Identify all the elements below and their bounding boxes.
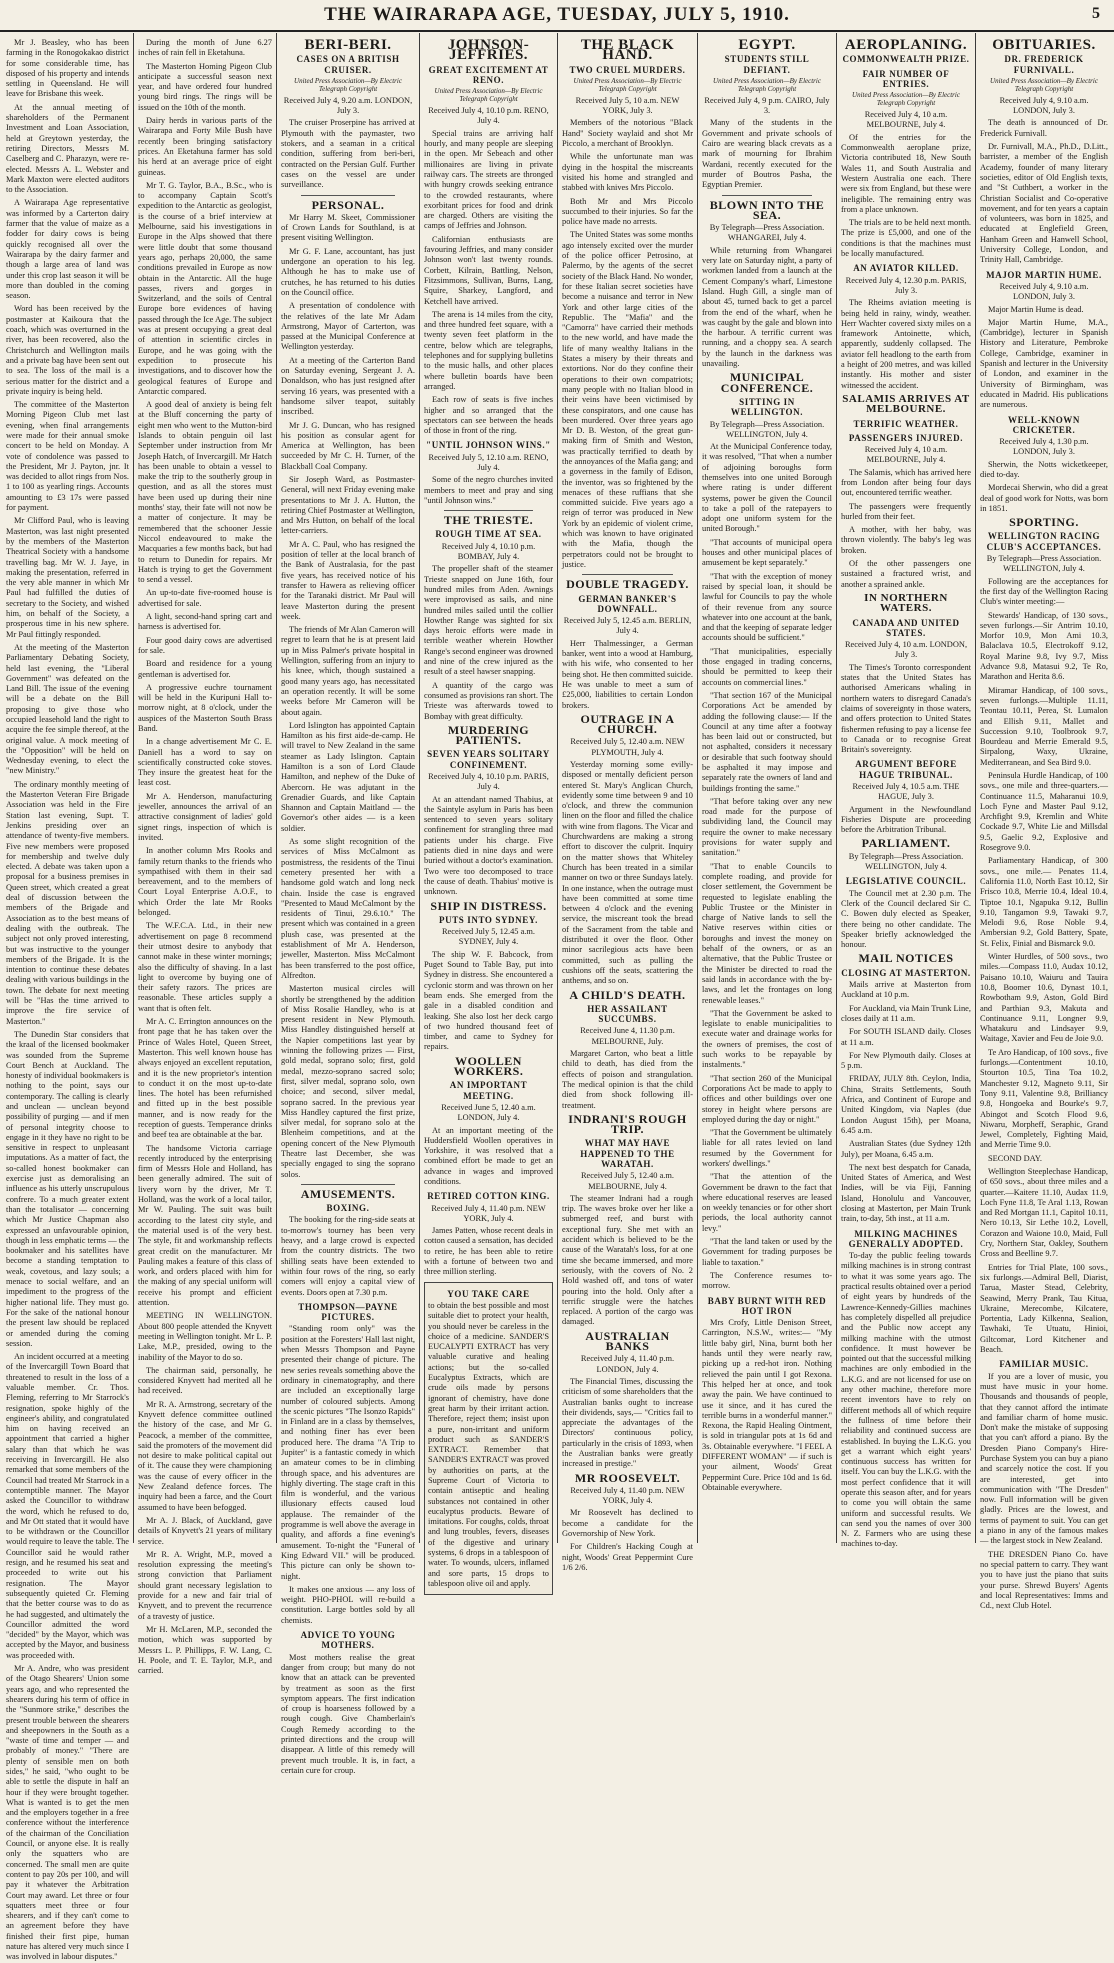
- article-paragraph: "That the Government be ultimately liable for all rates levied on land resumed by the Government for workers' dwellings.": [702, 1128, 832, 1168]
- dateline: Received July 4, 10 a.m. LONDON, July 3.: [844, 640, 968, 660]
- subhead-until: "UNTIL JOHNSON WINS.": [426, 440, 551, 451]
- masthead: [0, 0, 1114, 32]
- article-paragraph: "That the land taken or used by the Government for trading purposes be liable to taxation.": [702, 1237, 832, 1267]
- headline-black-hand: THE BLACK HAND.: [580, 37, 675, 64]
- dateline: Received July 4, 10 a.m. MELBOURNE, July 4.: [864, 110, 948, 130]
- wire-credit: United Press Association—By Electric Telegraph Copyright: [294, 76, 402, 93]
- article-paragraph: Major Martin Hume is dead.: [988, 304, 1084, 314]
- wire-credit: United Press Association—By Electric Telegraph Copyright: [852, 91, 960, 108]
- dateline: Received July 4, 11.40 p.m. LONDON, July 4.: [580, 1354, 675, 1374]
- dateline: By Telegraph—Press Association. WELLINGTON, July 4.: [709, 419, 825, 439]
- article-paragraph: Peninsula Hurdle Handicap, of 100 sovs., one mile and three-quarters.— Continuance 11.5, Maharanui 10.9, Loch Fyne and Master Paul 9.12, Archfight 9.9, Kremlin and White Cockade 9.7, White Lie and Millsdal 9.5, Gaelic 9.2, Explosive and Rosegrove 9.0.: [980, 771, 1108, 853]
- article-paragraph: The committee of the Masterton Morning Pigeon Club met last evening, when final arrangements were made for their annual smoke concert to be held on Monday. A vote of condolence was passed to the President, Mr J. Payton, jnr. It was decided to allot rings from Nos. 1 to 100 as yearling rings. Accounts amounting to £3 17s were passed for payment.: [6, 400, 129, 513]
- headline-murdering: MURDERING PATIENTS.: [447, 722, 530, 748]
- column-5: [562, 37, 693, 1572]
- advert-heading: YOU TAKE CARE: [447, 1288, 530, 1299]
- subhead: TERRIFIC WEATHER.: [853, 418, 959, 429]
- headline-ship-distress: SHIP IN DISTRESS.: [430, 898, 547, 913]
- article-paragraph: At the annual meeting of shareholders of the Permanent Investment and Loan Association, held at Greytown yesterday, the retiring Directors, Messrs M. Caselberg and C. Pharazyn, were re-elected. Messrs A. L. Webster and Mark Maxton were elected auditors to the Association.: [6, 102, 129, 195]
- salamis-story: [841, 468, 971, 590]
- subhead-reno: GREAT EXCITEMENT AT RENO.: [428, 64, 549, 85]
- headline-salamis: SALAMIS ARRIVES AT MELBOURNE.: [842, 392, 970, 416]
- article-paragraph: Mails arrive at Masterton from Auckland at 10 p.m.: [841, 980, 971, 1000]
- article-paragraph: Winter Hurdles, of 500 sovs., two miles.—Compass 11.0, Audax 10.12, Paisano 10.10, Waiuru and Tauira 10.8, Boomer 10.6, Dynast 10.1, Rowbotham 9.9, Aston, Gold Bird and Parthian 9.3, Makuta and Continuance 9.11, Longner 9.9, Whatakuru and Lindsayer 9.9, Waitage, Xavier and Feu de Joie 9.0.: [980, 952, 1108, 1044]
- dateline: Received July 4, 9.10 a.m. LONDON, July 3.: [999, 281, 1089, 302]
- column-3: [281, 37, 415, 1775]
- subhead: AN IMPORTANT MEETING.: [449, 1080, 528, 1101]
- article-paragraph: Mr A. C. Errington announces on the front page that he has taken over the Prince of Wales Hotel, Queen Street, Masterton. This well known house has always enjoyed an excellent reputation, and it is the new proprietor's intention to conduct it on the most up-to-date lines. The hotel has been refurnished and fitted up in the best possible manner, and is now ready for the reception of guests. Temperance drinks and beef tea are obtainable at the bar.: [138, 1017, 272, 1140]
- column-rule: [697, 33, 698, 1543]
- article-paragraph: Wellington Steeplechase Handicap, of 650 sovs., about three miles and a quarter.—Kaitere 11.10, Audax 11.9, Loch Fyne 11.8, Te Aral 1.13, Rowan and Red Mortgan 11.1, Capitol 10.11, Nero 10.13, Sir Lethe 10.2, Lovell, Corazon and Waione 10.0, Maid, Full Cry, Northern Star, Oakley, Southern Cross and Beelline 9.7.: [980, 1166, 1108, 1259]
- subhead-cricketer: WELL-KNOWN CRICKETER.: [1007, 414, 1080, 435]
- article-paragraph: "That to enable Councils to complete roading, and provide for closer settlement, the Government be requested to legislate enabling the Public Trustee or the Minister in charge of Native lands to sell the Native reserves within cities or boroughs and invest the money on behalf of the owners, or as an alternative, that the Public Trustee or the Minister be directed to road the said lands in accordance with the by-laws, and let the frontages on long renewable leases.": [702, 861, 832, 1005]
- subhead: FAIR NUMBER OF ENTRIES.: [862, 68, 950, 89]
- article-paragraph: Of the entries for the Commonwealth aeroplane prize, Victoria contributed 18, New South Wales 11, and South Australia and Western Australia one each. There were six from England, but these were ineligible. The remaining entry was from a place unknown.: [841, 132, 971, 214]
- article-paragraph: Sir Joseph Ward, as Postmaster-General, will next Friday evening make presentations to Mr J. A. Hutton, the retiring Chief Postmaster at Wellington, and Mrs Hutton, on behalf of the local letter-carriers.: [281, 474, 415, 536]
- column-7: [841, 37, 971, 1549]
- article-paragraph: Mr A. C. Paul, who has resigned the position of teller at the local branch of the Bank of Australasia, for the past five years, has received notice of his transfer to Hawera as relieving officer for the Taranaki district. Mr Paul will leave Masterton during the present week.: [281, 539, 415, 621]
- article-paragraph: Mr T. G. Taylor, B.A., B.Sc., who is to accompany Captain Scott's expedition to the Antarctic as geologist, is the course of a brief interview at Melbourne, said his investigations in Europe in the Alps showed that there were little doubt that some thousand years ago, perhaps 20,000, the same conditions prevailed in Europe as now obtain in the Antarctic. All the huge passes, rivers and gorges in Switzerland, and the soils of Central Europe bore evidences of having passed through the Ice Age. The subject was at present occupying a great deal of attention in scientific circles in Europe, and he was going with the expedition to prosecute his investigations, and to discover how the geological features of Europe and Antarctic compared.: [138, 180, 272, 396]
- advert-text: Mrs Crofy, Little Denison Street, Carrington, N.S.W., writes:— "My little baby girl, Nina, burnt both her hands until they were nearly raw, picking up a red-hot iron. Nothing relieved the pain until I got Rexona. This helped her at once, and took away the pain. We have continued to use it since, and it has cured the terrible burns in a wonderful manner." Rexona, the Rapid Healing Ointment, is sold in triangular pots at 1s 6d and 3s. Obtainable everywhere. "I FEEL A DIFFERENT WOMAN" — if such is your ailment, Woods' Great Peppermint Cure. Price 10d and 1s 6d. Obtainable everywhere.: [702, 1318, 832, 1492]
- article-paragraph: Of the other passengers one sustained a fractured wrist, and another a sprained ankle.: [841, 559, 971, 589]
- article-paragraph: Lord Islington has appointed Captain Hamilton as his first aide-de-camp. He will travel to New Zealand in the same steamer as Lady Islington. Captain Hamilton is a son of Lord Claude Hamilton, and nephew of the Duke of Abercorn. He was adjutant in the Grenadier Guards, and like Captain Shannon and Captain Maitland — the Governor's other aides — is a keen soldier.: [281, 720, 415, 833]
- article-paragraph: Dr. Furnivall, M.A., Ph.D., D.Litt., barrister, a member of the English Academy, founder of many literary societies, editor of Old English texts, and "St Cuthbert, a worker in the Christian Socialist and Co-operative movement, and for ten years a captain of volunteers, was born in 1825, and educated at Englefield Green, Hanham Green and Hanwell School, University College, London, and Trinity Hall, Cambridge.: [980, 142, 1108, 265]
- article-paragraph: "That with the exception of money raised by special loan, it should be lawful for Councils to pay the whole of their revenue from any source whatever into one account at the bank, and that the keeping of separate ledger accounts should be sufficient.": [702, 571, 832, 643]
- article-paragraph: The friends of Mr Alan Cameron will regret to learn that he is at present laid up in Miss Palmer's private hospital in Wellington, suffering from an injury to his knee, which, though sustained a good many years ago, has necessitated an operation recently. It will be some weeks before Mr Cameron will be about again.: [281, 625, 415, 717]
- divider: [582, 574, 673, 575]
- article-paragraph: Margaret Carton, who beat a little child to death, has died from the effects of poison and strangulation. The medical opinion is that the child died from shock following ill-treatment.: [562, 1049, 693, 1110]
- subhead: PASSENGERS INJURED.: [848, 432, 964, 443]
- article-paragraph: MEETING IN WELLINGTON. About 800 people attended the Knyvett meeting in Wellington tonight. Mr L. P. Lake, M.P., presided, owing to the inability of the Mayor to do so.: [138, 1311, 272, 1362]
- article-paragraph: Entries for Trial Plate, 100 sovs., six furlongs.—Admiral Bell, Diarist, Tarua, Master Stead, Celebrity, Seawind, Merry Prank, Tau Kitua, Ukraine, Merecombe, Kilcatere, Portentia, Lady Kilkenna, Sealion, Tawhaki, Te Utuatu, Hinioi, Giltcomar, Lord Kitchener and Beach.: [980, 1262, 1108, 1355]
- subhead: WELLINGTON RACING CLUB'S ACCEPTANCES.: [986, 531, 1102, 552]
- article-paragraph: The handsome Victoria carriage recently introduced by the enterprising firm of Messrs Hole and Holland, has been generally admired. The suit of livery worn by the driver, Mr T. Holland, was the work of a local tailor, Mr W. Pauling. The suit was built according to the latest city style, and the material used is of the very best. The style, fit and workmanship reflects great credit on the manufacturer. Mr Pauling makes a feature of this class of work, and orders placed with him for the making of any special uniform will receive his prompt and efficient attention.: [138, 1143, 272, 1308]
- article-paragraph: In a change advertisement Mr C. E. Daniell has a word to say on scientifically constructed coke stoves. They insure the greatest heat for the least cost.: [138, 737, 272, 788]
- article-paragraph: The Masterton Homing Pigeon Club anticipate a successful season next year, and have ordered four hundred young bird rings. The rings will be issued on the 10th of the month.: [138, 61, 272, 112]
- article-paragraph: At an attendant named Thabius, at the Saintyle asylum in Paris has been sentenced to seven years solitary confinement for strangling three mad patients under his charge. Five patients died in nine days and were buried without a doctor's examination. Two were too decomposed to trace the cause of death. Thabius' motive is unknown.: [424, 794, 553, 897]
- article-paragraph: The ship W. F. Babcock, from Puget Sound to Table Bay, put into Sydney in distress. She encountered a cyclonic storm and was thrown on her beam ends. She emerged from the gale in a disabled condition and leaking. She also lost her deck cargo of two hundred thousand feet of timber, and came to Sydney for repairs.: [424, 949, 553, 1052]
- subhead-hume: MAJOR MARTIN HUME.: [986, 269, 1102, 280]
- article-paragraph: An incident occurred at a meeting of the Invercargill Town Board that threatened to result in the loss of a valuable member. Cr. Thos. Fleming, referring to Mr Starrock's resignation, spoke highly of the engineer's ability, and congratulated him on having received an appointment that carried a higher salary than that which he was receiving in Invercargill. He also remarked that some members of the Council had treated Mr Starrock in a contemptible manner. The Mayor asked the Councillor to withdraw the word, which he refused to do, and Mr Ott stated that it would have to be withdrawn or the Councillor would require to leave the table. The Councillor said he would rather resign, and he resumed his seat and proceeded to write out his resignation. The Mayor subsequently quieted Cr. Fleming that the better course was to do as he had suggested, and ultimately the Councillor admitted the word "decided" by the Mayor, which was accepted by the Mayor, and business was proceeded with.: [6, 1352, 129, 1660]
- article-paragraph: Mr H. McLaren, M.P., seconded the motion, which was supported by Messrs L. P. Phillipps, F. W. Lang, C. H. Poole, and T. E. Taylor, M.P., and carried.: [138, 1624, 272, 1676]
- dateline: Received July 4, 10.10 p.m. RENO, July 4.: [428, 106, 549, 126]
- article-paragraph: Mr A. J. Black, of Auckland, gave details of Knyvett's 21 years of military service.: [138, 1515, 272, 1546]
- advert-heading: FAMILIAR MUSIC.: [999, 1359, 1089, 1370]
- article-paragraph: A presentation of condolence with the relatives of the late Mr Adam Armstrong, Mayor of Carterton, was passed at the Municipal Conference at Wellington yesterday.: [281, 301, 415, 352]
- article-paragraph: The Rheims aviation meeting is being held in rainy, windy, weather. Herr Wachter covered sixty miles on a framework Antoinette, which, apparently, suddenly collapsed. The aviator fell headlong to the earth from a height of 200 metres, and was killed instantly. His mother and sister witnessed the accident.: [841, 298, 971, 390]
- dateline: Received June 5, 12.40 a.m. LONDON, July 4.: [441, 1102, 536, 1123]
- article-paragraph: While the unfortunate man was dying in the hospital the miscreants visited his home and strangled and stabbed with knives Mrs Piccolo.: [562, 152, 693, 193]
- article-paragraph: For Auckland, via Main Trunk Line, closes daily at 11 a.m.: [841, 1003, 971, 1023]
- article-paragraph: Mr A. Andre, who was president of the Otago Shearers' Union some years ago, and who represented the shearers during his term of office in the "Sunmore strike," describes the present trouble between the shearers and sheepowners in the South as a "waste of time and temper — and probably of money." "There are plenty of sensible men on both sides," he said, "who ought to be able to settle the dispute in half an hour if they were brought together. What is wanted is to get the men and the employers together in a free conference without the interference of the chairman of the Conciliation Council, or anyone else. It is really only the squatters who are concerned. The small men are quite content to pay 20s per 100, and will pay it whatever the Arbitration Court may award. Let three or four squatters meet three or four shearers, and if they can't come to an agreement before they have finished their first pipe, human nature has altered very much since I was involved in labour disputes.": [6, 1664, 129, 1962]
- advert-text: If you are a lover of music, you must have music in your home. Thousands and thousands of people, that they cannot afford the intimate and familiar charm of home music. Don't make the mistake of supposing that you can't afford a piano. By the Dresden Piano Company's Hire-Purchase System you can buy a piano and scarcely notice the cost. If you are interested, get into communication with "The Dresden" now. Full information will be given gladly. Prices are the lowest, and terms of payment to suit. You can get a piano in any of the famous makes — the largest stock in New Zealand.: [980, 1371, 1108, 1546]
- article-paragraph: Four good dairy cows are advertised for sale.: [138, 635, 272, 655]
- headline-roosevelt: MR ROOSEVELT.: [574, 1470, 681, 1485]
- article-paragraph: The Dunedin Star considers that the kraal of the licensed bookmaker was sounded from the Supreme Court Bench at Auckland. The honesty of individual bookmakers is nothing to the point, says our contemporary. The calling is clearly and unclean — unclean beyond possibility of purging — and if men of personal integrity choose to engage in it they have no right to be sensitive in respect to unpleasant imputations. As a matter of fact, the so-called honest bookmaker can exercise just as demoralising an influence as his utterly unscrupulous confrere. To a much greater extent than the totalisator — concerning which Mr Justice Chapman also expressed an unfavourable opinion, though in less emphatic terms — the bookmaker and his satellites have become a standing temptation to weak, covetous, and lazy souls; a menace to social welfare, and an impediment to the progress of the higher national life. They must go. For the sake of the national honour the present law should be replaced or amended during the coming session.: [6, 1029, 129, 1348]
- article-paragraph: Major Martin Hume, M.A., (Cambridge), lecturer in Spanish History and Literature, Pembroke College, Cambridge, examiner in Spanish and lecturer in the University of London, and examiner in the University of Birmingham, was educated in Madrid. His publications are numerous.: [980, 317, 1108, 410]
- subhead: SITTING IN WELLINGTON.: [730, 396, 804, 418]
- article-paragraph: "Standing room only" was the position at the Foresters' Hall last night, when Messrs Thompson and Payne presented their change of picture. The new series reveals something above the ordinary in cinematography, and there are included an exceptionally large number of coloured subjects. Among the scenic pictures "The Isonzo Rapids" in Finland are in a class by themselves, and nothing finer has ever been produced here. The drama "A Trip to Jupiter" is a fantastic comedy in which an amateur comes to be in climbing through space, and his adventures are highly diverting. The stage craft in this film is wonderful, and the various illusionary effects caused loud applause. The remainder of the programme is well above the average in quality, and affords a fine evening's amusement. To-night the "Funeral of King Edward VII." will be produced. This picture can only be shown to-night.: [281, 1324, 415, 1581]
- divider: [301, 195, 395, 196]
- headline-obituaries: OBITUARIES.: [992, 37, 1096, 53]
- article-paragraph: Stewards' Handicap, of 130 sovs., seven furlongs.—Sir Antrim 10.10, Morfor 10.9, Mon Ami 10.3, Balaclava 10.5, Electrokoff 9.12, Royal Marine 9.8, Ivy 9.7, Miss Advance 9.8, Matasui 9.2, Te Ro, Marathon and Herita 8.6.: [980, 610, 1108, 682]
- article-paragraph: FRIDAY, JULY 8th. Ceylon, India, China, Straits Settlements, South Africa, and Continent of Europe and United Kingdom, via Naples (due London August 15th), per Moana, 6.45 a.m.: [841, 1074, 971, 1135]
- dateline: By Telegraph—Press Association. WHANGAREI, July 4.: [709, 223, 825, 243]
- article-paragraph: It makes one anxious — any loss of weight. PHO-PHOL will re-build a constitution. Large bottles sold by all chemists.: [281, 1584, 415, 1625]
- article-paragraph: Some of the negro churches invited members to meet and pray and sing "until Johnson wins.": [424, 475, 553, 505]
- article-paragraph: The W.F.C.A. Ltd., in their new advertisement on page 8 recommend their utmost desire to anybody that cannot make in these winter mornings; also the difficulty of shaving. In a last light to overcome by buying one of their safety razors. The prices are reasonable. These articles supply a want that is often felt.: [138, 921, 272, 1013]
- article-paragraph: A quantity of the cargo was consumed as provisions ran short. The Trieste was afterwards towed to Bombay with great difficulty.: [424, 680, 553, 721]
- article-paragraph: Following are the acceptances for the first day of the Wellington Racing Club's winter meeting:—: [980, 576, 1108, 607]
- subhead: STUDENTS STILL DEFIANT.: [724, 54, 810, 75]
- dateline: Received July 4, 10.10 p.m. BOMBAY, July 4.: [441, 541, 536, 562]
- column-1-body: [6, 38, 129, 1963]
- article-paragraph: As some slight recognition of the services of Miss McCalmont as postmistress, the residents of the Tinui cemetery presented her with a handsome gold watch and long neck chain. Inside the case is engraved "Presented to Maud McCalmont by the residents of Tinui, 29.6.10." The present which was contained in a green plush case, was presented at the establishment of Mr A. Henderson, jeweller, Masterton. Miss McCalmont has been transferred to the post office, Alfredton.: [281, 837, 415, 980]
- article-paragraph: Masterton musical circles will shortly be strengthened by the addition of Miss Rosalie Handley, who is at present resident in New Plymouth. Miss Handley distinguished herself at the Napier competitions last year by winning the following prizes — First, gold medal, soprano solo; first, gold medal, mezzo-soprano sacred solo; first, silver medal, soprano solo, own choice; and second, silver medal, soprano sacred. In the previous year Miss Handley captured the first prize, silver medal, for soprano solo at the Blenheim competitions, and at the opening concert of the New Plymouth Theatre last December, she was specially engaged to sing the soprano solos.: [281, 984, 415, 1179]
- article-paragraph: Te Aro Handicap, of 100 sovs., five furlongs.—Contentment 10.10, Stourton 10.5, Tina Toa 10.2, Manchester 9.12, Magneto 9.11, Sir Tony 9.11, Valentine 9.8, Brilliancy 9.8, Hongoeka and Bourke's 9.7, Abingot and Scotch Flood 9.6, Niwaru, Morpheff, Seraphic, Grand Jewel, Completely, Fighting Maid, and Merrie Time 9.0.: [980, 1047, 1108, 1150]
- dateline: By Telegraph—Press Association. WELLINGTON, July 4.: [848, 851, 964, 872]
- article-paragraph: Mr R. A. Armstrong, secretary of the Knyvett defence committee outlined the history of the case, and Mr G. Peacock, a member of the committee, said the promoters of the movement did not desire to make political capital out of it. The cause they were championing was the cause of every officer in the New Zealand defence forces. The inquiry had been a farce, and the Court assumed to have been befogged.: [138, 1399, 272, 1512]
- article-paragraph: Both Mr and Mrs Piccolo succumbed to their injuries. So far the police have made no arrests.: [562, 196, 693, 227]
- wire-credit: United Press Association—By Electric Telegraph Copyright: [573, 76, 682, 93]
- advert-heading: BABY BURNT WITH RED HOT IRON: [707, 1295, 827, 1316]
- dateline: Received July 4, 10.10 p.m. PARIS, July 4.: [428, 772, 549, 792]
- headline-childs-death: A CHILD'S DEATH.: [569, 987, 686, 1002]
- dateline: Received June 4, 11.30 p.m. MELBOURNE, July.: [580, 1026, 675, 1046]
- article-paragraph: An up-to-date five-roomed house is advertised for sale.: [138, 588, 272, 608]
- article-paragraph: The Council met at 2.30 p.m. The Clerk of the Council declared Sir C. C. Bowen duly elected as Speaker, there being no other candidate. The Speaker briefly acknowledged the honour.: [841, 888, 971, 950]
- dateline: Received July 5, 12.40 a.m. MELBOURNE, July 4.: [580, 1171, 675, 1191]
- article-paragraph: Members of the notorious "Black Hand" Society waylaid and shot Mr Piccolo, a merchant of Brooklyn.: [562, 118, 693, 149]
- headline-double-tragedy: DOUBLE TRAGEDY.: [566, 577, 689, 592]
- article-paragraph: While returning from Whangarei very late on Saturday night, a party of workmen landed from a launch at the Cement Company's wharf, Limestone Island. Hugh Gill, a single man of about 45, turned back to get a parcel from the end of the wharf, when he was caught by the gale and blown into the harbour. A terrific current was running, and a choppy sea. A search by the launch in the darkness was unavailing.: [702, 245, 832, 369]
- article-paragraph: Board and residence for a young gentleman is advertised for.: [138, 659, 272, 679]
- article-paragraph: At an important meeting of the Huddersfield Woollen operatives in Yorkshire, it was resolved that a combined effort be made to get an advance in wages and improved conditions.: [424, 1125, 553, 1186]
- article-paragraph: The arena is 14 miles from the city, and three hundred feet square, with a twenty seven feet platform in the centre, below which are telegraphs, telephones and for supplying bulletins to the music halls, and other places where bulletin boards have been arranged.: [424, 309, 553, 391]
- dateline: Received July 4, 9.10 a.m. LONDON, July 3.: [999, 95, 1089, 116]
- subhead: HER ASSAILANT SUCCUMBS.: [587, 1003, 668, 1025]
- subhead: SEVEN YEARS SOLITARY CONFINEMENT.: [427, 749, 550, 770]
- mail-notices: [841, 980, 971, 1225]
- advert-heading: MILKING MACHINES GENERALLY ADOPTED.: [848, 1228, 964, 1249]
- article-paragraph: SECOND DAY.: [988, 1153, 1042, 1163]
- dateline: Received July 5, 10 a.m. NEW YORK, July 3.: [575, 95, 680, 116]
- article-paragraph: "That the Government be asked to legislate to enable municipalities to execute water and drainage works for the owners of premises, the cost of such works to be repayable by instalments.": [702, 1008, 832, 1070]
- subhead: ROUGH TIME AT SEA.: [435, 529, 542, 540]
- article-paragraph: Each row of seats is five inches higher and so arranged that the spectators can see between the heads of those in front of the ring.: [424, 395, 553, 436]
- article-paragraph: The chairman said, personally, he considered Knyvett had merited all he had received.: [138, 1365, 272, 1396]
- headline-personal: PERSONAL.: [311, 197, 385, 212]
- municipal-story: [702, 442, 832, 1291]
- article-paragraph: Mr A. Henderson, manufacturing jeweller, announces the arrival of an attractive consignment of ladies' gold signet rings, inspection of which is invited.: [138, 791, 272, 842]
- article-paragraph: The booking for the ring-side seats at to-morrow's tourney has been very heavy, and a large crowd is expected from the country districts. The two shilling seats have been extended to within four rows of the ring, so early comers will enjoy a capital view of events. Doors open at 7.30 p.m.: [281, 1215, 415, 1297]
- article-paragraph: Mr J. Beasley, who has been farming in the Ronogokakao district for some considerable time, has disposed of his property and intends settling in Queensland. He will leave for Brisbane this week.: [6, 38, 129, 99]
- article-paragraph: James Patten, whose recent deals in cotton caused a sensation, has decided to retire, he has been able to retire with a fortune of between two and three million sterling.: [424, 1226, 553, 1277]
- article-paragraph: Sherwin, the Notts wicketkeeper, died to-day.: [980, 459, 1108, 479]
- dateline: Received July 4, 11.40 p.m. NEW YORK, July 4.: [431, 1203, 546, 1223]
- subhead: COMMONWEALTH PRIZE.: [842, 54, 970, 65]
- advert-text: To-day the public feeling towards milking machines is in strong contrast to what it was some years ago. The practical results obtained over a period of eight years by hundreds of the Lawrence-Kennedy-Gillies machines has completely dispelled all prejudice and the Public now accept any milking machine with the utmost confidence. It must however be pointed out that the successful milking machines are only embodied in the L.K.G. and are not licensed for use on any other machine, therefore more recent inventors have to rely on different methods all of which require the fullness of time before their reliability and continued success are established. In buying the L.K.G. you get a warrant which eight years' continuous success has written for itself. You can buy the L.K.G. with the most perfect confidence that it will operate this season after, and for years to come you will obtain the same uniform and successful results. We can send you the names of over 300 N. Z. Farmers who are using these machines to-day.: [841, 1251, 971, 1549]
- article-paragraph: Argument in the Newfoundland Fisheries Dispute are proceeding before the Arbitration Tribunal.: [841, 804, 971, 835]
- dateline: Received July 4, 11.40 p.m. NEW YORK, July 4.: [570, 1485, 685, 1506]
- article-paragraph: For SOUTH ISLAND daily. Closes at 11 a.m.: [841, 1027, 971, 1047]
- subhead-boxing: BOXING.: [326, 1203, 370, 1214]
- article-paragraph: During the month of June 6.27 inches of rain fell in Eketahuna.: [138, 38, 272, 58]
- article-paragraph: Mr J. G. Duncan, who has resigned his position as consular agent for America at Wellington, has been succeeded by Mr C. H. Turner, of the Blackball Coal Company.: [281, 420, 415, 471]
- headline-outrage: OUTRAGE IN A CHURCH.: [580, 711, 675, 737]
- article-paragraph: "That before taking over any new road made for the purpose of subdividing land, the Council may require the owner to make necessary provisions for water supply and sanitation.": [702, 796, 832, 858]
- wire-credit: United Press Association—By Electric Telegraph Copyright: [434, 87, 543, 104]
- subhead: LEGISLATIVE COUNCIL.: [845, 876, 967, 887]
- subhead: TWO CRUEL MURDERS.: [569, 64, 686, 75]
- subhead-cotton: RETIRED COTTON KING.: [427, 1191, 550, 1202]
- dateline: Received July 5, 12.40 a.m. NEW PLYMOUTH, July 4.: [570, 737, 685, 757]
- headline-australian-banks: AUSTRALIAN BANKS: [585, 1328, 670, 1354]
- article-paragraph: The ordinary monthly meeting of the Masterton Veteran Fire Brigade Association was held in the Fire Station last evening, Supt. T. Jenkins presiding over an attendance of twenty-five members. Five new members were proposed for membership and twelve duly elected. A debate was taken upon a proposal for a business premises in Queen street, which created a great deal of discussion between the members of the Brigade and Association as to the best means of dealing with the outbreak. The subject not only proved interesting, but was instructive to the younger members of the Brigade. It is the intention to continue these debates dealing with various buildings in the town. The debate for next meeting will be "Has the time arrived to improve the fire service of Masterton.": [6, 779, 129, 1026]
- headline-sporting: SPORTING.: [1009, 515, 1079, 530]
- article-paragraph: At the Municipal Conference today, it was resolved, "That when a number of adjoining boroughs form themselves into one united Borough where rating is under different systems, power be given the Council to take a poll of the ratepayers to adopt one uniform system for the united Borough.": [702, 442, 832, 534]
- article-paragraph: Mr G. F. Lane, accountant, has just undergone an operation to his leg. Although he has to make use of crutches, he has returned to his duties on the Council office.: [281, 246, 415, 297]
- article-paragraph: The Salamis, which has arrived here from London after being four days out, encountered terrific weather.: [841, 467, 971, 498]
- page-number: 5: [1092, 5, 1100, 22]
- subhead: WHAT MAY HAVE HAPPENED TO THE WARATAH.: [580, 1138, 675, 1169]
- article-paragraph: The trials are to be held next month. The prize is £5,000, and one of the conditions is that the machines must be locally manufactured.: [841, 218, 971, 259]
- hume-story: [980, 305, 1108, 411]
- dateline: Received July 5, 12.45 a.m. BERLIN, July 4.: [563, 616, 692, 636]
- column-rule: [133, 33, 134, 1543]
- headline-aeroplaning: AEROPLANING.: [844, 37, 968, 53]
- subhead: GERMAN BANKER'S DOWNFALL.: [578, 593, 677, 614]
- article-paragraph: Miramar Handicap, of 100 sovs., seven furlongs.—Multiple 11.11, Teontau 10.11, Perea, St. Lumalon and Ellish 9.11, Mallet and Succession 9.10, Toolbrook 9.7, Bourdeau and Merrie Emerald 9.5, Sirpalong, Waxy, Ukraine, Mediterranean, and Sea Bird 9.0.: [980, 685, 1108, 767]
- column-rule: [419, 33, 420, 1543]
- masthead-title: THE WAIRARAPA AGE, TUESDAY, JULY 5, 1910.: [324, 4, 790, 25]
- subhead-advice: ADVICE TO YOUNG MOTHERS.: [300, 1630, 396, 1651]
- dateline: Received July 5, 12.10 a.m. RENO, July 4.: [428, 452, 549, 472]
- column-rule: [836, 33, 837, 1543]
- cricketer-story: [980, 460, 1108, 514]
- reno-story: [424, 129, 553, 437]
- article-paragraph: A mother, with her baby, was thrown violently. The baby's leg was broken.: [841, 525, 971, 555]
- article-paragraph: The Times's Toronto correspondent states that the United States has authorised Americans whaling in northern waters to disregard Canada's claims of sovereignty in those waters, and offers protection to United States fishermen refusing to pay a license fee to Canada or to recognise Great Britain's sovereignty.: [841, 662, 971, 755]
- article-paragraph: In another column Mrs Rooks and family return thanks to the friends who sympathised with them in their sad bereavement, and to the members of Court Loyal Enterprise A.O.F., to which Order the late Mr Rooks belonged.: [138, 846, 272, 918]
- article-paragraph: Many of the students in the Government and private schools of Cairo are wearing black crevats as a mark of mourning for Ibrahim Wardani, recently executed for the murder of Boutros Pasha, the Egyptian Premier.: [702, 118, 832, 190]
- article-paragraph: Mr R. A. Wright, M.P., moved a resolution expressing the meeting's strong conviction that Parliament should grant necessary legislation to provide for a new and fair trial of Knyvett, and to prevent the recurrence of a travesty of justice.: [138, 1549, 272, 1621]
- headline-beri-beri: BERI-BERI.: [304, 37, 392, 53]
- headline-mail-notices: MAIL NOTICES: [858, 951, 954, 966]
- article-paragraph: "That municipalities, especially those engaged in trading concerns, should be permitted to keep their accounts on commercial lines.": [702, 646, 832, 687]
- column-rule: [975, 33, 976, 1543]
- headline-johnson-jeffries: JOHNSON-JEFFRIES.: [447, 37, 530, 64]
- dateline: Received July 4, 12.30 p.m. PARIS, July 3.: [845, 275, 967, 295]
- article-paragraph: Mr Roosevelt has declined to become a candidate for the Governorship of New York.: [562, 1508, 693, 1539]
- column-6: [702, 38, 832, 1543]
- article-paragraph: Mr Harry M. Skeet, Commissioner of Crown Lands for Southland, is at present visiting Wellington.: [281, 212, 415, 243]
- article-paragraph: A good deal of anxiety is being felt at the Bluff concerning the party of eight men who went to the Mutton-bird Islands to obtain penguin oil last September under instruction from Mr Joseph Hatch, of Invercargill. Mr Hatch has been unable to obtain a vessel to make the trip to the southerly group in question, and as all the stores must have been used up during their nine months' stay, their fate will not now be a matter of conjecture. It may be remembered that the schooner Jessie Niccol endeavoured to make the Macquaries a few months back, but had to return to Dunedin for repairs. Mr Hatch is trying to get the Government to send a vessel.: [138, 400, 272, 585]
- subhead: PUTS INTO SYDNEY.: [439, 914, 538, 925]
- article-paragraph: The death is announced of Dr. Frederick Furnivall.: [980, 118, 1108, 138]
- headline-municipal: MUNICIPAL CONFERENCE.: [720, 370, 814, 395]
- article-paragraph: "That the attention of the Government be drawn to the fact that where educational reserves are leased on weekly tenancies or for other short periods, the local authority cannot levy.": [702, 1172, 832, 1233]
- article-paragraph: At the meeting of the Masterton Parliamentary Debating Society, held last evening, the "Liberal Government" was defeated on the Land Bill. The issue of the evening will be a debate on the Bill proposing to give those who occupied leasehold land the right to acquire the fee simple thereof, at the original value. A mock meeting of the "Opposition" will be held on Wednesday evening, to elect the "new Ministry.": [6, 642, 129, 776]
- wire-credit: United Press Association—By Electric Telegraph Copyright: [990, 76, 1098, 93]
- subhead: CANADA AND UNITED STATES.: [852, 617, 960, 638]
- column-1: [6, 38, 129, 1962]
- divider: [722, 195, 812, 196]
- article-paragraph: Special trains are arriving half hourly, and many people are sleeping in the open. Mr Sebeach and other millionaires are living in private railway cars. The streets are thronged with hungry crowds seeking entrance to the crowded restaurants, where exorbitant prices for food and drink are charged. Others are visiting the camps of Jeffries and Johnson.: [424, 128, 553, 231]
- article-paragraph: Australian States (due Sydney 12th July), per Moana, 6.45 a.m.: [841, 1139, 971, 1159]
- dateline: Received July 4, 9 p.m. CAIRO, July 3.: [704, 95, 830, 116]
- article-paragraph: "That accounts of municipal opera houses and other municipal places of amusement be kept separately.": [702, 537, 832, 568]
- dateline: Received July 4, 1.30 p.m. LONDON, July 3.: [999, 437, 1089, 457]
- article-paragraph: Dairy herds in various parts of the Wairarapa and Forty Mile Bush have recently been bringing satisfactory prices. An Eketahuna farmer has sold his herd at an average price of eight guineas.: [138, 116, 272, 177]
- article-paragraph: Parliamentary Handicap, of 300 sovs., one mile.— Penates 11.4, California 11.0, North East 10.12, Sir Frisco 10.8, Merrie 10.4, Ideal 10.4, Tiptoe 10.1, Ngapuka 9.12, Bullin 9.10, Tangamon 9.9, Tawaki 9.7, Melodi 9.6, Rose Noble 9.4, Ambersian 9.2, Gold Battery, Spate, St. Felix, Finial and Bismarck 9.0.: [980, 856, 1108, 948]
- article-paragraph: For New Plymouth daily. Closes at 5 p.m.: [841, 1050, 971, 1071]
- headline-northern-waters: IN NORTHERN WATERS.: [864, 591, 948, 615]
- article-paragraph: The passengers were frequently hurled from their feet.: [841, 501, 971, 521]
- subhead-pictures: THOMPSON—PAYNE PICTURES.: [298, 1301, 398, 1323]
- article-paragraph: Yesterday morning some evilly-disposed or mentally deficient person entered St. Mary's Anglican Church, evidently some time between 9 and 10 o'clock, and threw the communion linen on the floor and filled the chalice with wine from flagons. The Vicar and Churchwardens are making a strong effort to discover the culprit. Inquiry on the matter shows that Whiteley Church has been treated in a similar manner on two or three Sundays lately. In one instance, when the outrage must have been committed at some time between 4 o'clock and the evening service, the miscreant took the bread of the Sacrament from the table and distributed it over the floor. Other minor sacrilegious acts have been committed, such as pulling the cushions off the seats, scattering the anthems, and so on.: [562, 760, 693, 986]
- obituary-story: [980, 118, 1108, 265]
- subhead: DR. FREDERICK FURNIVALL.: [1004, 54, 1084, 75]
- divider: [301, 1184, 395, 1185]
- column-2: [138, 38, 272, 1676]
- article-paragraph: "That section 167 of the Municipal Corporations Act be amended by adding the following clause:— If the Council at any time after a footway has been laid out or constructed, but not asphalted, considers it necessary or desirable that such footway should be asphalted it may impose and separately rate the owners of land and buildings fronting the same.": [702, 690, 832, 793]
- dateline: By Telegraph—Press Association. WELLINGTON, July 4.: [986, 554, 1102, 574]
- headline-woollen: WOOLLEN WORKERS.: [453, 1053, 524, 1079]
- article-paragraph: The Conference resumes to-morrow.: [702, 1270, 832, 1291]
- article-paragraph: For Children's Hacking Cough at night, Woods' Great Peppermint Cure 1/6 2/6.: [562, 1542, 693, 1572]
- subhead-aviator: AN AVIATOR KILLED.: [853, 263, 959, 274]
- advert-text: to obtain the best possible and most suitable diet to protect your health, you should never be careless in the choice of a medicine. SANDER'S EUCALYPTI EXTRACT has very valuable curative and healing actions; but the so-called Eucalyptus Extracts, which are crude oils made by persons ignorant of chemistry, have done great harm by their irritant action. Therefore, reject them; insist upon a pure, non-irritant and uniform product such as SANDER'S EXTRACT. Remember that SANDER'S EXTRACT was proved by authorities on parts, at the Supreme Court of Victoria to contain antiseptic and healing substances not contained in other eucalyptus products. Beware of imitations. For coughs, colds, throat and lung troubles, fevers, diseases of the digestive and urinary systems, 6 drops in a tablespoon of water. To wounds, ulcers, inflamed and sore parts, 15 drops to tablespoon olive oil and apply.: [428, 1300, 549, 1588]
- dateline: Received July 4, 10.5 a.m. THE HAGUE, July 3.: [852, 782, 960, 802]
- article-paragraph: Most mothers realise the great danger from croup; but many do not know that an attack can be prevented by treatment as soon as the first symptom appears. The first indication of croup is hoarseness followed by a rough cough. Give Chamberlain's Cough Remedy according to the printed directions and the croup will disappear. A little of this remedy will prevent much trouble. It is, in fact, a certain cure for croup.: [281, 1652, 415, 1775]
- headline-trieste: THE TRIESTE.: [443, 513, 534, 528]
- article-paragraph: The next best despatch for Canada, United States of America, and West Indies, will be via Fiji, Fanning Island, Honolulu and Vancouver, closing at Masterton, per Main Trunk train, to-day, 5th inst., at 11 a.m.: [841, 1162, 971, 1224]
- article-paragraph: At a meeting of the Carterton Band on Saturday evening, Sergeant J. A. Donaldson, who has just resigned after serving 16 years, was presented with a handsome silver teapot, suitably inscribed.: [281, 355, 415, 417]
- dateline: Received July 4, 9.20 a.m. LONDON, July 3.: [283, 95, 413, 116]
- headline-parliament: PARLIAMENT.: [861, 836, 951, 851]
- article-paragraph: The United States was some months ago intensely excited over the murder of the police officer Petrosino, at Palermo, by the agents of the secret society of the Black Hand. No wonder, for these Italian secret societies have become a nuisance and terror in New York and other large cities of the Republic. The "Mafia" and the "Camorra" have carried their methods to the new world, and have made the life of many wealthy Italians in the States a misery by their threats and extortions. Nor do they confine their operations to their own compatriots; many people with no Italian blood in their veins have been victimised by these conspirators, and one cause has been murdered. Over three years ago Mr D. B. Weston, of the great gun-making firm of Smith and Weston, was practically terrified to death by the annoyances of the Mafia gang; and a governess in the family of Edison, the inventor, was so frightened by the menaces of these ruffians that she committed suicide. Five years ago a reign of terror was produced in New York by an epidemic of violent crime, which was known to have originated with the Mafia, though the perpetrators could not be brought to justice.: [562, 230, 693, 569]
- headline-egypt: EGYPT.: [738, 37, 796, 53]
- headline-blown: BLOWN INTO THE SEA.: [709, 197, 825, 222]
- dateline: Received July 5, 12.45 a.m. SYDNEY, July 4.: [441, 927, 536, 947]
- article-paragraph: A progressive euchre tournament will be held in the Kuripuni Hall to-morrow night, at 8 o'clock, under the auspices of the Masterton South Brass Band.: [138, 682, 272, 733]
- article-paragraph: A light, second-hand spring cart and harness is advertised for.: [138, 612, 272, 632]
- article-paragraph: The Financial Times, discussing the criticism of some shareholders that the Australian banks ought to increase their dividends, says,— "Critics fail to appreciate the advantages of the Directors' continuous policy, particularly in the crisis of 1893, when the Australian banks were greatly increased in prestige.": [562, 1376, 693, 1469]
- article-paragraph: Word has been received by the postmaster at Kaikoura that the coach, which was overturned in the river, has been recovered, also the Christchurch and Wellington mails and a private bag have been sent out to sea. The loss of the mail is a serious matter for the district and a private inquiry is being held.: [6, 304, 129, 396]
- article-paragraph: Californian enthusiasts are favouring Jeffries, and many consider Johnson won't last twenty rounds. Corbett, Kilrain, Battling, Nelson, Fitzsimmons, Sullivan, Burns, Lang, Squire, Sharkey, Langford, and Ketchell have arrived.: [424, 234, 553, 306]
- article-paragraph: "That section 260 of the Municipal Corporations Act be made to apply to offices and other buildings over one storey in height where persons are employed during the day or night.": [702, 1073, 832, 1124]
- personal-paragraphs: [281, 213, 415, 1180]
- aeroplane-story: [841, 133, 971, 260]
- article-paragraph: The propeller shaft of the steamer Trieste snapped on June 16th, four hundred miles from Aden. Awnings were improvised as sails, and nine hundred miles sailed until the collier Howther Range was sighted for six days heroic efforts were made in terrible weather wherein Howther Range's second engineer was drowned and nine of the crew injured as the result of a steel hawser snapping.: [424, 564, 553, 677]
- column-rule: [557, 33, 558, 1543]
- sporting-story: [980, 577, 1108, 1356]
- article-paragraph: Mordecai Sherwin, who did a great deal of good work for Notts, was born in 1851.: [980, 483, 1108, 513]
- subhead-argument: ARGUMENT BEFORE HAGUE TRIBUNAL.: [855, 759, 957, 780]
- article-paragraph: Herr Thalmessinger, a German banker, went into a wood at Hamburg, with his wife, who consented to her being shot. He then committed suicide. He was unable to meet a sum of £25,000, liabilities to certain London brokers.: [562, 638, 693, 710]
- divider: [444, 510, 533, 511]
- article-paragraph: Mr Clifford Paul, who is leaving Masterton, was last night presented by the members of the Masterton Theatrical Society with a handsome travelling bag. Mr W. J. Jaye, in making the presentation, referred in the very able manner in which Mr Paul had fulfilled the duties of secretary to the Society, and wished him, on behalf of the Society, a prosperous time in his new sphere. Mr Paul fittingly responded.: [6, 516, 129, 639]
- column-4: [424, 37, 553, 1588]
- column-8: [980, 37, 1108, 1611]
- black-hand-story: [562, 118, 693, 570]
- advert-text: THE DRESDEN Piano Co. have no special pattern to carry. They want you to have just the piano that suits your purse. Shrewd Buyers' Agents and local Representatives: Imms and Cd., next Club Hotel.: [980, 1549, 1108, 1611]
- dateline: Received July 4, 10 a.m. MELBOURNE, July 4.: [864, 445, 948, 465]
- trieste-story: [424, 564, 553, 721]
- headline-amusements: AMUSEMENTS.: [300, 1186, 396, 1201]
- wire-credit: United Press Association—By Electric Telegraph Copyright: [713, 76, 821, 93]
- headline-indrani: INDRANI'S ROUGH TRIP.: [568, 1111, 687, 1137]
- subhead: CLOSING AT MASTERTON.: [841, 967, 971, 978]
- article-paragraph: A Wairarapa Age representative was informed by a Carterton dairy farmer that the value of maize as a fodder for dairy cows is being quickly recognised all over the Wairarapa by the dairy farmer and though a large area of land was under this crop last season it will be more than doubled in the coming season.: [6, 198, 129, 301]
- column-rule: [276, 33, 277, 1543]
- article-paragraph: The cruiser Proserpine has arrived at Plymouth with the paymaster, two stokers, and a seaman in a critical condition, suffering from beri-beri, contracted on the Persian Gulf. Further cases on the vessel are under surveillance.: [281, 118, 415, 190]
- column-2-body: [138, 38, 272, 1676]
- advert-eucalypti: [424, 1282, 553, 1596]
- subhead-cruiser: CASES ON A BRITISH CRUISER.: [296, 54, 400, 75]
- article-paragraph: The steamer Indrani had a rough trip. The waves broke over her like a submerged reef, and burst with exceptional fury. She met with an accident which is believed to be the cause of the Waratah's loss, for at one time she became immersed, and more seriously, with the covers of No. 2 Hold washed off, and tons of water pouring into the hold. Only after a terrific struggle were the hatches replaced. A portion of the cargo was damaged.: [562, 1193, 693, 1327]
